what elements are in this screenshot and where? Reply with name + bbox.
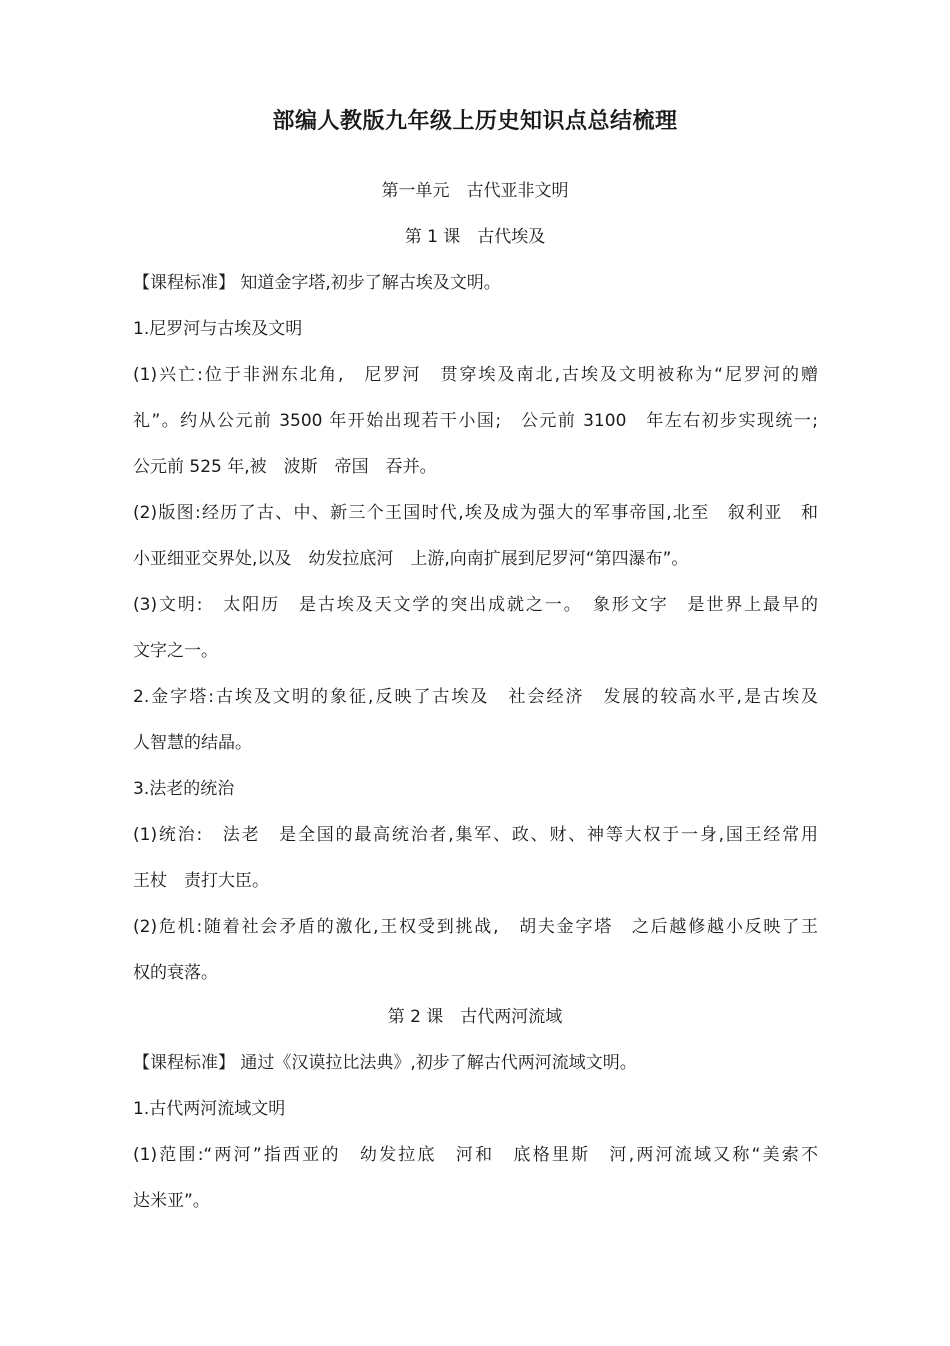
- section-heading: 1.尼罗河与古埃及文明: [133, 319, 303, 339]
- paragraph-line: 达米亚”。: [133, 1191, 210, 1211]
- section-heading: 3.法老的统治: [133, 779, 235, 799]
- paragraph-line: 公元前 525 年,被 波斯 帝国 吞并。: [133, 457, 437, 477]
- section-heading: 1.古代两河流域文明: [133, 1099, 286, 1119]
- unit-heading: 第一单元 古代亚非文明: [381, 181, 569, 201]
- paragraph-line: (2)版图:经历了古、中、新三个王国时代,埃及成为强大的军事帝国,北至 叙利亚 和: [133, 503, 818, 523]
- paragraph-line: (3)文明: 太阳历 是古埃及天文学的突出成就之一。 象形文字 是世界上最早的: [133, 595, 818, 615]
- lesson-2-standard: 【课程标准】 通过《汉谟拉比法典》,初步了解古代两河流域文明。: [133, 1053, 637, 1073]
- paragraph-line: 2.金字塔:古埃及文明的象征,反映了古埃及 社会经济 发展的较高水平,是古埃及: [133, 687, 818, 707]
- paragraph-line: 人智慧的结晶。: [133, 733, 252, 753]
- document-title: 部编人教版九年级上历史知识点总结梳理: [272, 109, 678, 134]
- paragraph-line: (1)兴亡:位于非洲东北角, 尼罗河 贯穿埃及南北,古埃及文明被称为“尼罗河的赠: [133, 365, 818, 385]
- paragraph-line: 文字之一。: [133, 641, 218, 661]
- paragraph-line: (1)范围:“两河”指西亚的 幼发拉底 河和 底格里斯 河,两河流域又称“美索不: [133, 1145, 818, 1165]
- paragraph-line: 小亚细亚交界处,以及 幼发拉底河 上游,向南扩展到尼罗河“第四瀑布”。: [133, 549, 689, 569]
- paragraph-line: (2)危机:随着社会矛盾的激化,王权受到挑战, 胡夫金字塔 之后越修越小反映了王: [133, 917, 818, 937]
- lesson-1-standard: 【课程标准】 知道金字塔,初步了解古埃及文明。: [133, 273, 501, 293]
- paragraph-line: 王杖 责打大臣。: [133, 871, 269, 891]
- lesson-2-heading: 第 2 课 古代两河流域: [387, 1007, 563, 1027]
- paragraph-line: (1)统治: 法老 是全国的最高统治者,集军、政、财、神等大权于一身,国王经常用: [133, 825, 818, 845]
- paragraph-line: 权的衰落。: [133, 963, 218, 983]
- lesson-1-heading: 第 1 课 古代埃及: [404, 227, 546, 247]
- paragraph-line: 礼”。约从公元前 3500 年开始出现若干小国; 公元前 3100 年左右初步实现统一;: [133, 411, 818, 431]
